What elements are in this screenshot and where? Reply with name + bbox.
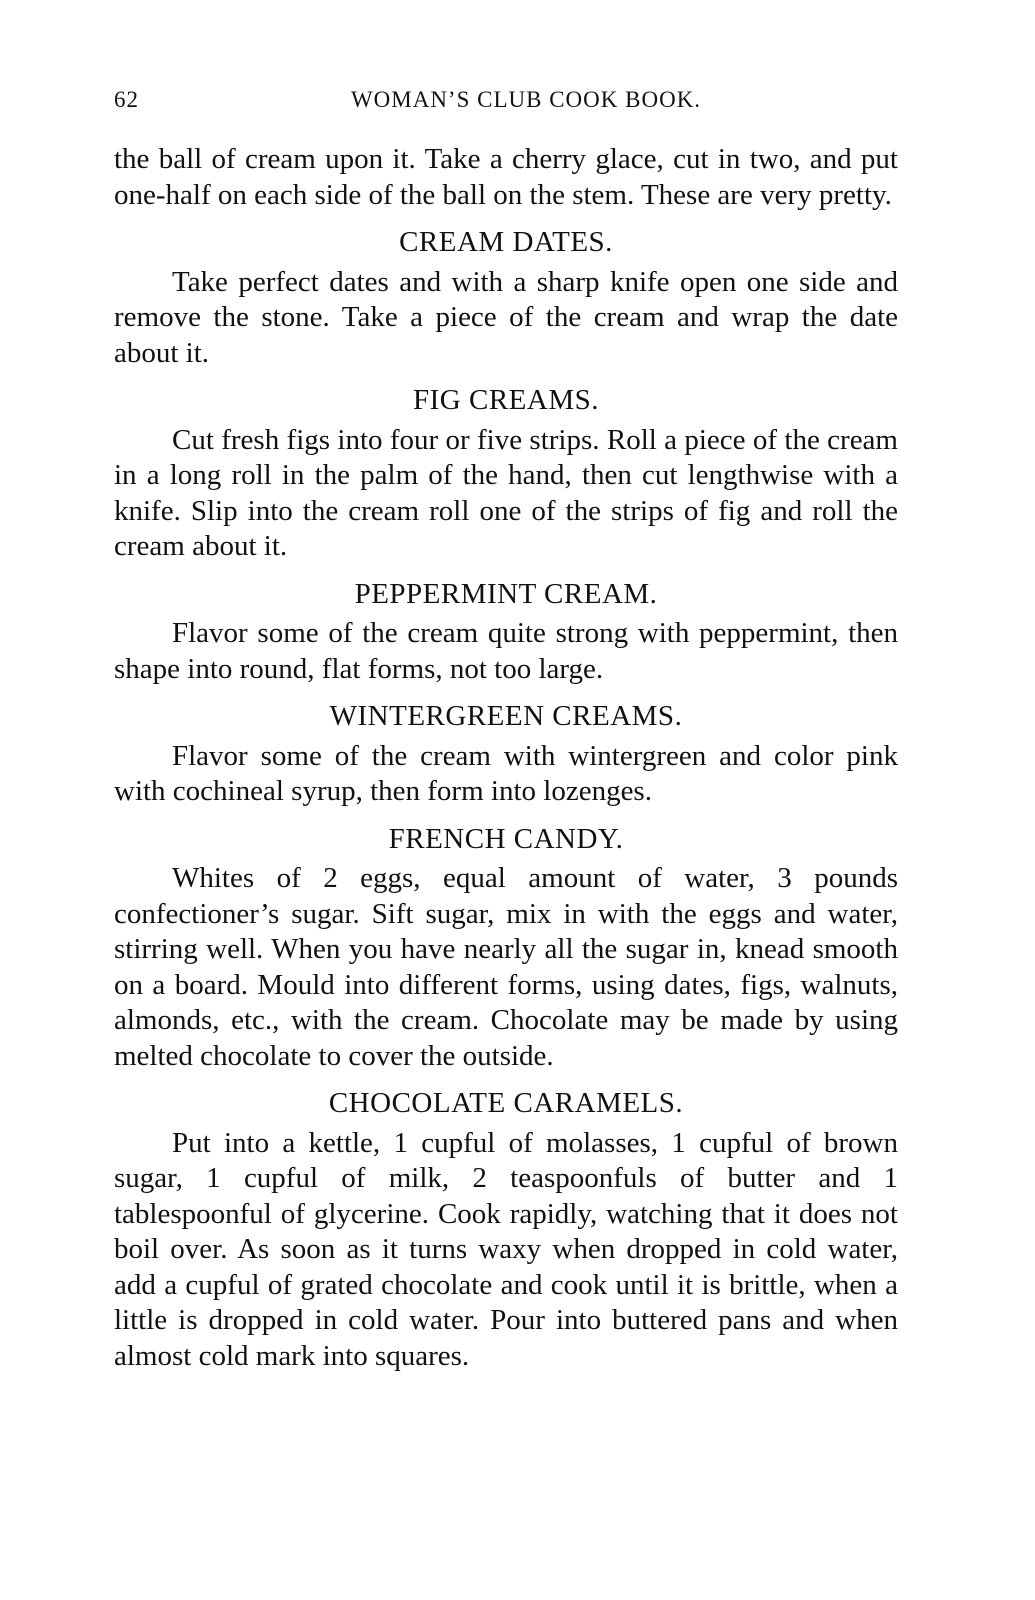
continued-paragraph: the ball of cream upon it. Take a cherry glace, cut in two, and put one-half on each side of the ball on the stem. These are very pretty. — [114, 143, 898, 211]
recipe-body-wintergreen-creams: Flavor some of the cream with wintergreen and color pink with cochineal syrup, then form into lozenges. — [114, 739, 898, 807]
running-head — [114, 78, 898, 114]
recipe-body-chocolate-caramels: Put into a kettle, 1 cupful of molasses, 1 cupful of brown sugar, 1 cupful of milk, 2 teaspoonfuls of butter and 1 tablespoonful of glycerine. Cook rapidly, watching that it does not boil over. As soon as it turns waxy when dropped in cold water, add a cupful of grated chocolate and cook until it is brittle, when a little is dropped in cold water. Pour into buttered pans and when almost cold mark into squares. — [114, 1126, 898, 1372]
recipe-title-wintergreen-creams: WINTERGREEN CREAMS. — [329, 700, 683, 732]
page-number: 62 — [114, 87, 139, 112]
recipe-title-chocolate-caramels: CHOCOLATE CARAMELS. — [328, 1087, 684, 1119]
recipe-body-french-candy: Whites of 2 eggs, equal amount of water, 3 pounds confectioner’s sugar. Sift sugar, mix in with the eggs and water, stirring well. When you have nearly all the sugar in, knead smooth on a board. Mould into different forms, using dates, figs, walnuts, almonds, etc., with the cream. Chocolate may be made by using melted chocolate to cover the outside. — [114, 862, 898, 1072]
recipe-title-fig-creams: FIG CREAMS. — [413, 384, 599, 416]
recipe-title-peppermint-cream: PEPPERMINT CREAM. — [354, 577, 658, 610]
recipe-title-cream-dates: CREAM DATES. — [399, 226, 613, 258]
recipe-body-peppermint-cream: Flavor some of the cream quite strong with peppermint, then shape into round, flat forms, not too large. — [114, 617, 898, 685]
book-page — [114, 78, 898, 1374]
recipe-title-french-candy: FRENCH CANDY. — [388, 822, 624, 855]
recipe-body-cream-dates: Take perfect dates and with a sharp knife open one side and remove the stone. Take a piece of the cream and wrap the date about it. — [114, 265, 898, 369]
recipe-body-fig-creams: Cut fresh figs into four or five strips. Roll a piece of the cream in a long roll in the palm of the hand, then cut lengthwise with a knife. Slip into the cream roll one of the strips of fig and roll the cream about it. — [114, 423, 898, 562]
running-title: WOMAN’S CLUB COOK BOOK. — [350, 87, 702, 112]
